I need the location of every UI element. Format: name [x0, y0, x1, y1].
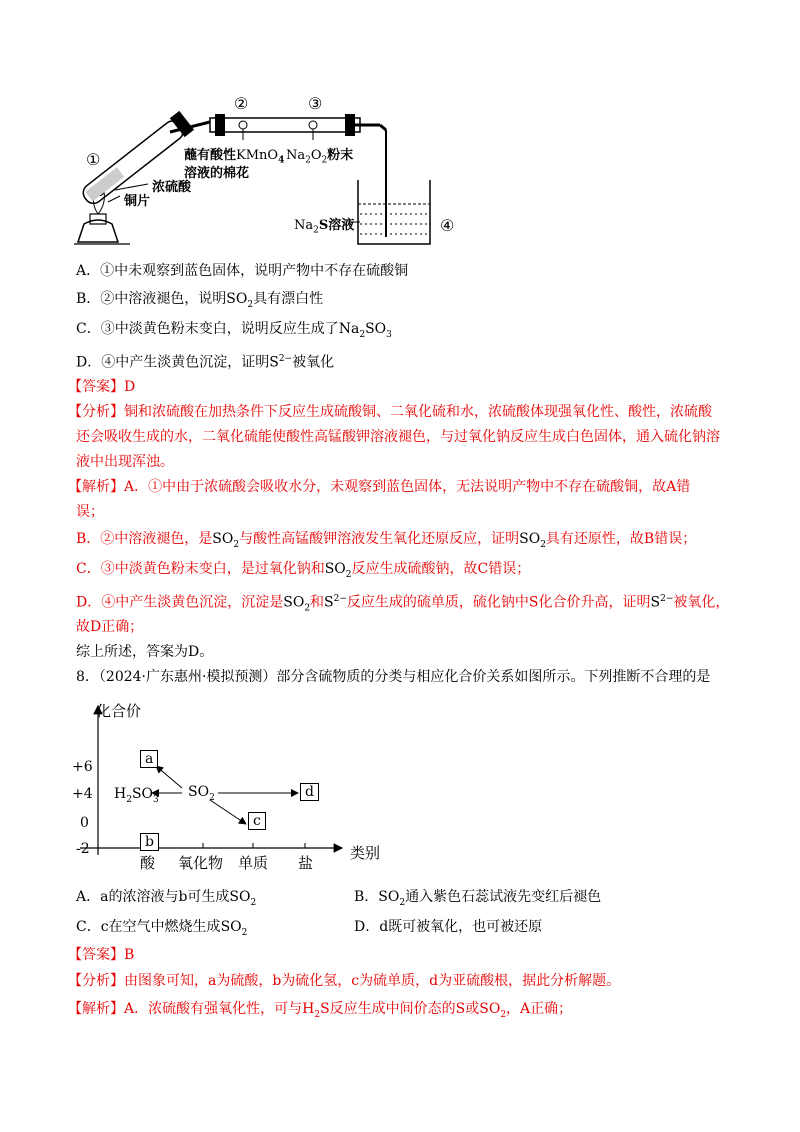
q8-option-b-chem: SO — [378, 889, 400, 905]
label-conc-acid: 浓硫酸 — [152, 180, 192, 195]
q7-expl-a2: 误； — [76, 504, 104, 520]
q7-option-b-chem: SO — [226, 291, 248, 307]
q7-expl-b-sub2: 2 — [540, 539, 546, 550]
q8-expl-a-sub2: 2 — [500, 1009, 507, 1020]
box-d: d — [300, 783, 319, 801]
q7-option-c-pre: C．③中淡黄色粉末变白，说明反应生成了 — [76, 321, 339, 337]
q8-expl-a-sub: 2 — [314, 1009, 321, 1020]
q8-option-b-sub: 2 — [399, 897, 406, 908]
q7-option-c-sub1: 2 — [359, 329, 366, 340]
q7-option-c-sub2: 3 — [386, 329, 392, 340]
q7-expl-d-sub: 2 — [304, 603, 311, 614]
q7-expl-d — [76, 590, 729, 617]
q7-expl-c-chem: SO — [324, 561, 346, 577]
x-tick-salt: 盐 — [298, 854, 314, 872]
q8-option-a — [76, 888, 256, 912]
apparatus-figure — [60, 92, 520, 252]
h2so3-sub2: 3 — [153, 794, 159, 805]
q7-expl-d-2: 和 — [310, 594, 325, 611]
x-axis-label: 类别 — [350, 844, 381, 862]
label-na2o2-na: Na — [286, 148, 306, 163]
q7-expl-b-sub: 2 — [233, 539, 240, 550]
so2-so: SO — [188, 784, 210, 800]
label-na2o2-sub2: 2 — [321, 155, 328, 166]
q7-expl-c-1: C．③中淡黄色粉末变白，是过氧化钠和 — [76, 561, 325, 577]
q7-analysis-1: 【分析】铜和浓硫酸在加热条件下反应生成硫酸铜、二氧化硫和水，浓硫酸体现强氧化性、酸性，浓硫酸 — [68, 404, 712, 420]
q8-option-c-sub: 2 — [241, 927, 248, 938]
q8-analysis: 【分析】由图象可知，a为硫酸，b为硫化氢，c为硫单质，d为亚硫酸根，据此分析解题。 — [68, 973, 621, 989]
q8-option-b-pre: B． — [354, 889, 379, 905]
label-na2s — [294, 214, 354, 236]
label-kmno4: KMnO — [236, 148, 279, 163]
q7-expl-d-sup3: 2− — [660, 594, 674, 604]
q7-expl-d-4: 被氧化， — [673, 594, 730, 611]
y-tick-plus4: +4 — [72, 786, 93, 802]
x-tick-acid: 酸 — [140, 854, 156, 872]
label-na2s-rest: S溶液 — [318, 218, 355, 233]
q7-option-b-sub: 2 — [247, 299, 254, 310]
label-powder: 粉末 — [327, 148, 354, 163]
q7-option-c-chem2: SO — [365, 321, 387, 337]
q7-option-d-post: 被氧化 — [292, 354, 335, 371]
q8-option-a-chem: SO — [229, 889, 251, 905]
q7-expl-d-sup2: 2− — [333, 594, 347, 604]
q8-stem: 8．（2024·广东惠州·模拟预测）部分含硫物质的分类与相应化合价关系如图所示。下列推断不合理的是 — [76, 669, 711, 685]
q7-expl-b-2: 与酸性高锰酸钾溶液发生氧化还原反应，证明 — [239, 531, 520, 547]
q7-answer: 【答案】D — [68, 379, 136, 395]
box-a: a — [140, 750, 158, 768]
q8-option-d: D．d既可被氧化，也可被还原 — [354, 919, 543, 935]
circle-3: ③ — [308, 94, 323, 113]
box-b: b — [140, 833, 159, 851]
h2so3-so: SO — [131, 786, 154, 802]
q7-expl-d-chem: SO — [283, 594, 305, 611]
circle-1: ① — [86, 150, 101, 169]
label-na2o2 — [286, 144, 353, 166]
label-na2s-na: Na — [294, 218, 314, 233]
q7-option-a: A．①中未观察到蓝色固体，说明产物中不存在硫酸铜 — [76, 263, 409, 279]
q7-option-d-chem: S — [269, 354, 279, 371]
q7-expl-d-chem3: S — [650, 594, 661, 611]
q7-option-b-post: 具有漂白性 — [253, 291, 324, 307]
q7-option-b — [76, 290, 323, 314]
label-na2o2-o: O — [310, 148, 322, 163]
q7-option-d-sup: 2− — [278, 354, 293, 364]
y-axis-label: 化合价 — [96, 702, 142, 720]
q7-option-c — [76, 320, 392, 344]
y-tick-minus2: -2 — [76, 841, 90, 857]
q8-option-c-pre: C．c在空气中燃烧生成 — [76, 919, 221, 935]
q7-expl-d-1: D．④中产生淡黄色沉淀，沉淀是 — [76, 594, 284, 611]
q7-expl-a1: 【解析】A．①中由于浓硫酸会吸收水分，未观察到蓝色固体，无法说明产物中不存在硫酸铜，故A错 — [68, 479, 691, 495]
label-na2s-sub: 2 — [313, 225, 319, 236]
q7-option-d-pre: D．④中产生淡黄色沉淀，证明 — [76, 354, 270, 371]
q7-expl-c-2: 反应生成硫酸钠，故C错误； — [351, 561, 531, 577]
q7-expl-b-1: B．②中溶液褪色，是 — [76, 531, 213, 547]
q8-answer: 【答案】B — [68, 947, 135, 963]
q7-option-b-pre: B．②中溶液褪色，说明 — [76, 291, 227, 307]
q7-expl-c — [76, 560, 530, 584]
q7-option-d — [76, 350, 334, 372]
label-cotton-a: 蘸有酸性 — [184, 148, 237, 163]
q7-expl-b-3: 具有还原性，故B错误； — [545, 531, 697, 547]
h2so3-label — [114, 786, 159, 805]
so2-sub: 2 — [209, 792, 215, 803]
q7-option-c-chem: Na — [338, 321, 360, 337]
h2so3-h: H — [114, 786, 127, 802]
q7-analysis-3: 液中出现浑浊。 — [76, 454, 174, 470]
q8-option-c — [76, 918, 247, 942]
q8-option-c-chem: SO — [220, 919, 242, 935]
q7-expl-b-chem: SO — [212, 531, 234, 547]
q8-expl-a-2: S反应生成中间价态的S或SO — [320, 1001, 501, 1017]
q8-option-a-sub: 2 — [250, 897, 257, 908]
q7-expl-d-chem2: S — [324, 594, 334, 611]
label-copper: 铜片 — [124, 194, 151, 209]
q8-option-b-post: 通入紫色石蕊试液先变红后褪色 — [405, 889, 602, 905]
x-tick-oxide: 氧化物 — [178, 854, 224, 872]
x-tick-element: 单质 — [238, 854, 269, 872]
label-kmno4-sub: 4 — [278, 155, 285, 166]
q8-option-b — [354, 888, 601, 912]
label-cotton-b: 溶液的棉花 — [184, 166, 250, 181]
circle-2: ② — [234, 94, 249, 113]
label-na2o2-sub1: 2 — [305, 155, 311, 166]
h2so3-sub1: 2 — [126, 794, 132, 805]
q8-valence-diagram — [70, 700, 410, 875]
q7-expl-d-3: 反应生成的硫单质，硫化钠中S化合价升高，证明 — [346, 594, 651, 611]
q7-expl-c-sub: 2 — [345, 569, 352, 580]
q7-analysis-2: 还会吸收生成的水，二氧化硫能使酸性高锰酸钾溶液褪色，与过氧化钠反应生成白色固体，通入硫化钠溶 — [76, 429, 720, 445]
y-tick-0: 0 — [80, 815, 89, 831]
q7-expl-b — [76, 530, 696, 554]
box-c: c — [248, 812, 266, 830]
q8-expl-a-1: 【解析】A．浓硫酸有强氧化性，可与H — [68, 1001, 315, 1017]
q7-expl-d5: 故D正确； — [76, 619, 144, 635]
circle-4: ④ — [440, 216, 455, 235]
q7-summary: 综上所述，答案为D。 — [76, 644, 214, 660]
q7-expl-b-chem2: SO — [519, 531, 541, 547]
q8-option-a-pre: A．a的浓溶液与b可生成 — [76, 889, 230, 905]
so2-label — [188, 784, 215, 803]
y-tick-plus6: +6 — [72, 759, 93, 775]
q8-expl-a — [68, 1000, 572, 1024]
q8-expl-a-3: ，A正确； — [506, 1001, 573, 1017]
